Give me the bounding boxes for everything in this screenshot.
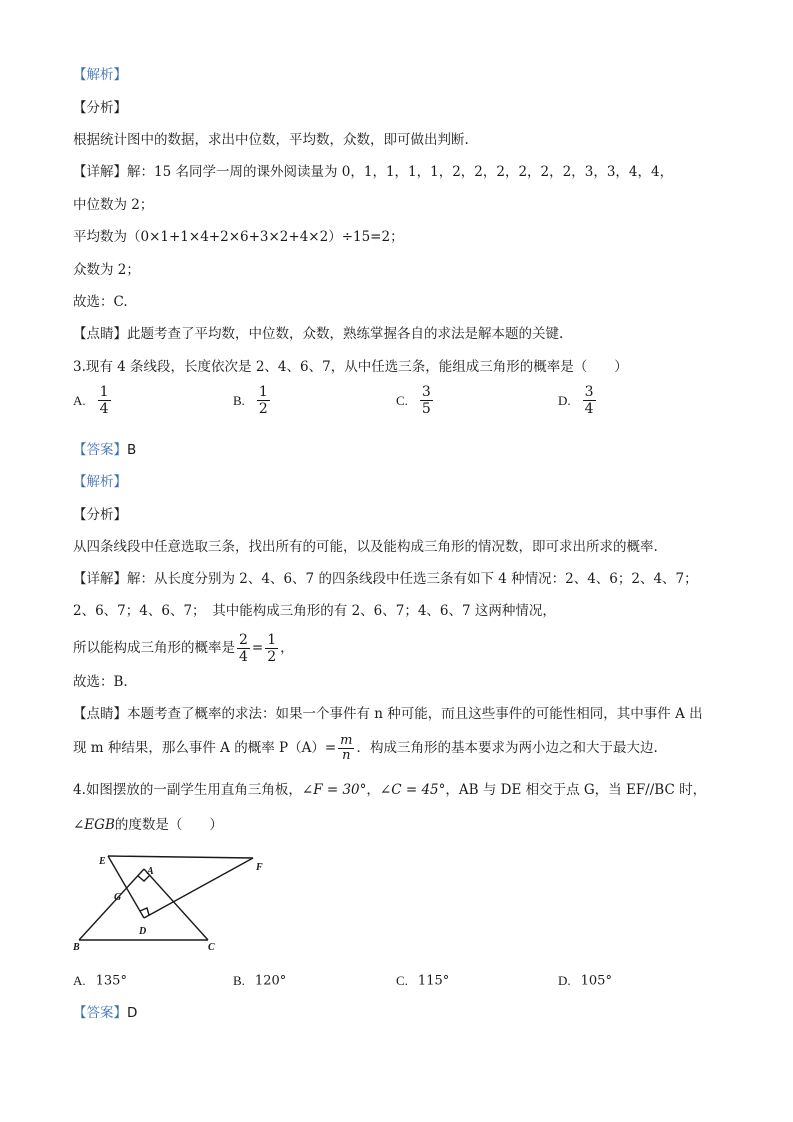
label-g: G xyxy=(114,892,122,903)
analysis-text-2: 从四条线段中任意选取三条，找出所有的可能，以及能构成三角形的情况数，即可求出所求的概率. xyxy=(73,539,658,555)
label-c: C xyxy=(208,942,215,952)
label-a: A xyxy=(147,866,154,877)
mn-num: m xyxy=(340,733,353,748)
answer-value-4: D xyxy=(127,1005,138,1021)
dianjing-text-2: 本题考查了概率的求法：如果一个事件有 n 种可能，而且这些事件的可能性相同，其中事件 A 出 xyxy=(127,706,703,722)
q3-option-a-fraction xyxy=(98,384,111,417)
mn-den: n xyxy=(342,748,351,763)
question-4 xyxy=(73,781,706,799)
median-line: 中位数为 2； xyxy=(73,197,154,213)
q4-option-a-value: 135° xyxy=(95,973,127,989)
q3-option-c xyxy=(396,384,435,417)
equals-sign: = xyxy=(251,640,264,656)
detail-text-1: 解：15 名同学一周的课外阅读量为 0，1，1，1，1，2，2，2，2，2，2，3，3，4，4， xyxy=(127,164,674,180)
choice-line-2: 故选：B. xyxy=(73,674,128,690)
q3-option-c-fraction xyxy=(420,384,433,417)
dianjing-tag-1: 【点睛】 xyxy=(73,326,127,342)
q3-option-d xyxy=(558,384,598,417)
segment-ac xyxy=(144,869,208,940)
answer-value-3: B xyxy=(127,442,137,458)
question-4-intro: 4.如图摆放的一副学生用直角三角板， xyxy=(73,782,302,798)
q4-option-d xyxy=(558,973,612,989)
dianjing-line-1 xyxy=(73,325,563,343)
probability-suffix: ， xyxy=(280,640,294,656)
choice-line-1: 故选：C. xyxy=(73,294,128,310)
q3-option-c-num: 3 xyxy=(421,384,431,400)
q3-option-c-den: 5 xyxy=(421,401,431,417)
answer-tag-3: 【答案】 xyxy=(73,442,127,458)
q3-option-c-label: C. xyxy=(396,392,408,408)
angle-c: ∠C = 45° xyxy=(379,782,446,798)
probability-def-suffix: ．构成三角形的基本要求为两小边之和大于最大边. xyxy=(356,740,658,756)
label-e: E xyxy=(99,856,106,867)
probability-def-prefix: 现 m 种结果，那么事件 A 的概率 P（A）= xyxy=(73,740,337,756)
dianjing-line-2 xyxy=(73,705,703,723)
prob-a-den: 4 xyxy=(239,649,248,665)
angle-f: ∠F = 30° xyxy=(301,782,367,798)
dianjing-text-1: 此题考查了平均数，中位数，众数，熟练掌握各自的求法是解本题的关键. xyxy=(127,326,564,342)
probability-fraction-b xyxy=(265,632,278,665)
probability-def-line xyxy=(73,731,658,765)
q4-option-a xyxy=(73,973,127,989)
label-f: F xyxy=(256,862,263,873)
q4-option-b-value: 120° xyxy=(254,973,287,989)
q4-option-c-value: 115° xyxy=(417,973,450,989)
section-jiexi-1: 【解析】 xyxy=(73,67,127,83)
q3-option-b-label: B. xyxy=(233,392,245,408)
question-3: 3.现有 4 条线段，长度依次是 2、4、6、7，从中任选三条，能组成三角形的概率是（ ） xyxy=(73,359,628,375)
segment-ef xyxy=(108,856,253,858)
question-4-ask xyxy=(73,816,223,834)
section-fenxi-2: 【分析】 xyxy=(73,507,127,523)
mean-line: 平均数为（0×1+1×4+2×6+3×2+4×2）÷15=2； xyxy=(73,229,404,245)
triangle-figure xyxy=(73,848,273,952)
mn-fraction xyxy=(338,734,354,763)
label-d: D xyxy=(139,926,147,937)
detail-tag-2: 【详解】 xyxy=(73,571,127,587)
detail-line-1 xyxy=(73,163,673,181)
detail-tag-1: 【详解】 xyxy=(73,164,127,180)
q4-option-b-label: B. xyxy=(233,973,245,988)
q3-option-b xyxy=(233,384,272,417)
question-4-condition: ，AB 与 DE 相交于点 G，当 EF//BC 时， xyxy=(445,782,707,798)
answer-line-3 xyxy=(73,441,136,459)
q3-option-d-label: D. xyxy=(558,392,571,408)
dianjing-tag-2: 【点睛】 xyxy=(73,706,127,722)
q4-option-b xyxy=(233,973,286,989)
prob-a-num: 2 xyxy=(239,632,248,648)
segment-ed xyxy=(108,856,144,918)
q3-option-a-label: A. xyxy=(73,392,86,408)
segment-ba xyxy=(79,869,147,940)
q4-option-d-label: D. xyxy=(558,973,571,988)
q4-option-c-label: C. xyxy=(396,973,408,988)
q3-option-a-num: 1 xyxy=(99,384,109,400)
detail-line-2b: 2、6、7；4、6、7； 其中能构成三角形的有 2、6、7；4、6、7 这两种情况， xyxy=(73,603,556,619)
q3-option-d-den: 4 xyxy=(584,401,594,417)
analysis-text-1: 根据统计图中的数据，求出中位数，平均数，众数，即可做出判断. xyxy=(73,132,469,148)
q3-option-b-fraction xyxy=(257,384,270,417)
section-fenxi-1: 【分析】 xyxy=(73,100,127,116)
q4-option-c xyxy=(396,973,449,989)
detail-line-2 xyxy=(73,570,698,588)
angle-sep: ， xyxy=(366,782,380,798)
prob-b-num: 1 xyxy=(267,632,277,648)
probability-line xyxy=(73,630,294,666)
probability-fraction-a xyxy=(237,632,250,665)
q4-option-a-label: A. xyxy=(73,973,86,988)
label-b: B xyxy=(73,942,80,952)
mode-line: 众数为 2； xyxy=(73,262,140,278)
detail-text-2: 解：从长度分别为 2、4、6、7 的四条线段中任选三条有如下 4 种情况：2、4、6；2、4、7； xyxy=(127,571,698,587)
answer-line-4 xyxy=(73,1004,137,1022)
question-4-ask-text: 的度数是（ ） xyxy=(114,817,223,833)
q3-option-a-den: 4 xyxy=(99,401,109,417)
q3-option-d-fraction xyxy=(583,384,596,417)
answer-tag-4: 【答案】 xyxy=(73,1005,127,1021)
q4-option-d-value: 105° xyxy=(580,973,612,989)
angle-egb: ∠EGB xyxy=(73,817,115,833)
section-jiexi-2: 【解析】 xyxy=(73,474,127,490)
q3-option-b-num: 1 xyxy=(258,384,268,400)
q3-option-b-den: 2 xyxy=(258,401,268,417)
probability-prefix: 所以能构成三角形的概率是 xyxy=(73,640,235,656)
prob-b-den: 2 xyxy=(267,649,277,665)
q3-option-a xyxy=(73,384,113,417)
q3-option-d-num: 3 xyxy=(584,384,594,400)
